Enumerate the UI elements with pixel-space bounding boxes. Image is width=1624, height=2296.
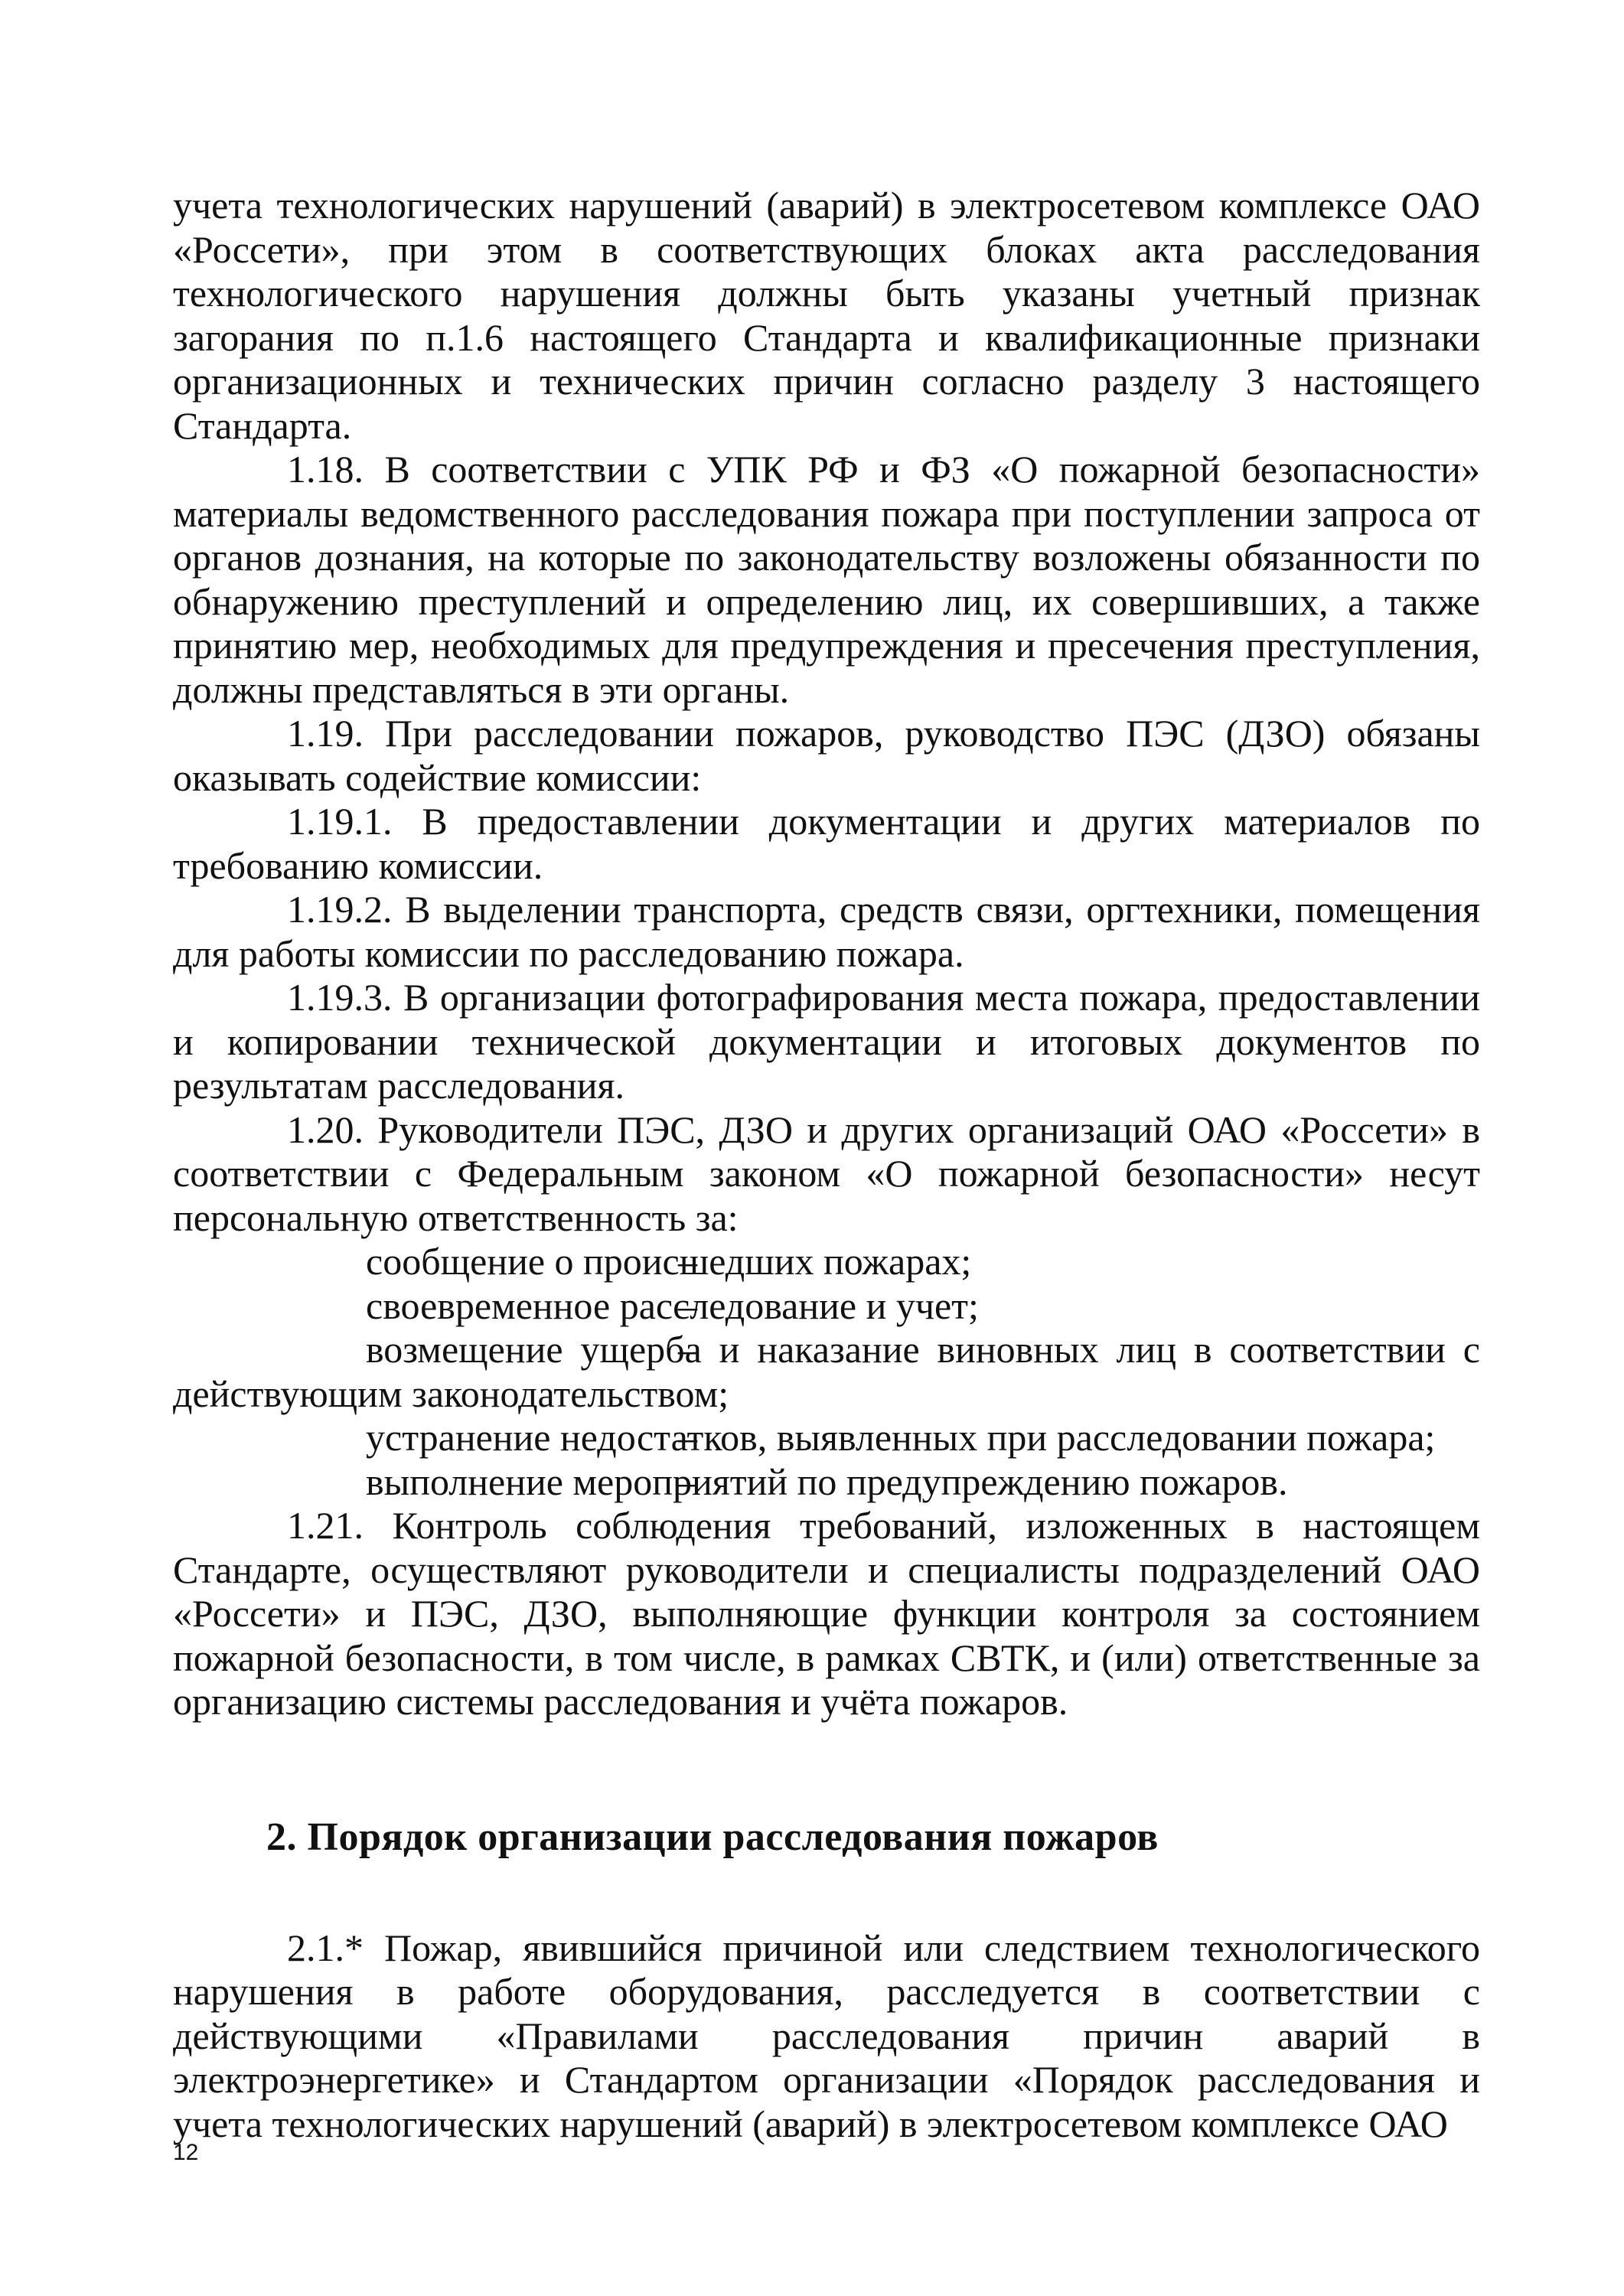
paragraph-1-19-2: 1.19.2. В выделении транспорта, средств связи, оргтехники, помещения для работы комиссии по расследованию пожара. bbox=[173, 888, 1480, 975]
paragraph-1-19-1: 1.19.1. В предоставлении документации и других материалов по требованию комиссии. bbox=[173, 800, 1480, 887]
page-body bbox=[173, 184, 1480, 2146]
paragraph-1-21: 1.21. Контроль соблюдения требований, изложенных в настоящем Стандарте, осуществляют руководители и специалисты подразделений ОАО «Россети» и ПЭС, ДЗО, выполняющие функции контроля за состоянием пожарной безопасности, в том числе, в рамках СВТК, и (или) ответственные за организацию системы расследования и учёта пожаров. bbox=[173, 1504, 1480, 1723]
paragraph-continuation: учета технологических нарушений (аварий) в электросетевом комплексе ОАО «Россети», при этом в соответствующих блоках акта расследования технологического нарушения должны быть указаны учетный признак загорания по п.1.6 настоящего Стандарта и квалификационные признаки организационных и технических причин согласно разделу 3 настоящего Стандарта. bbox=[173, 184, 1480, 447]
list-item-text: устранение недостатков, выявленных при расследовании пожара; bbox=[366, 1416, 1436, 1459]
section-heading: 2. Порядок организации расследования пожаров bbox=[266, 1815, 1159, 1859]
paragraph-1-20: 1.20. Руководители ПЭС, ДЗО и других организаций ОАО «Россети» в соответствии с Федеральным законом «О пожарной безопасности» несут персональную ответственность за: bbox=[173, 1107, 1480, 1239]
list-item bbox=[173, 1284, 1480, 1329]
page-number: 12 bbox=[173, 2140, 199, 2165]
paragraph-1-19: 1.19. При расследовании пожаров, руководство ПЭС (ДЗО) обязаны оказывать содействие комиссии: bbox=[173, 712, 1480, 799]
list-item bbox=[173, 1240, 1480, 1284]
list-item-text: выполнение мероприятий по предупреждению пожаров. bbox=[366, 1459, 1288, 1503]
list-item-text: своевременное расследование и учет; bbox=[366, 1283, 979, 1327]
list-item bbox=[173, 1416, 1480, 1460]
list-item-text: сообщение о происшедших пожарах; bbox=[366, 1240, 972, 1283]
paragraph-1-18: 1.18. В соответствии с УПК РФ и ФЗ «О пожарной безопасности» материалы ведомственного расследования пожара при поступлении запроса от органов дознания, на которые по законодательству возложены обязанности по обнаружению преступлений и определению лиц, их совершивших, а также принятию мер, необходимых для предупреждения и пресечения преступления, должны представляться в эти органы. bbox=[173, 448, 1480, 711]
paragraph-2-1: 2.1.* Пожар, явившийся причиной или следствием технологического нарушения в работе оборудования, расследуется в соответствии с действующими «Правилами расследования причин аварий в электроэнергетике» и Стандартом организации «Порядок расследования и учета технологических нарушений (аварий) в электросетевом комплексе ОАО bbox=[173, 1926, 1480, 2145]
list-item-text: возмещение ущерба и наказание виновных лиц в соответствии с действующим законодательством; bbox=[173, 1328, 1480, 1415]
paragraph-1-19-3: 1.19.3. В организации фотографирования места пожара, предоставлении и копировании технической документации и итоговых документов по результатам расследования. bbox=[173, 976, 1480, 1107]
list-item bbox=[173, 1460, 1480, 1505]
list-item bbox=[173, 1328, 1480, 1416]
